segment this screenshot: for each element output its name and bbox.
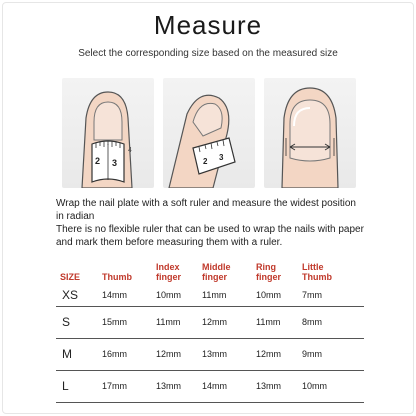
little-cell: 9mm	[302, 338, 364, 370]
table-row	[56, 370, 364, 402]
illustration-nail-width	[264, 78, 356, 188]
page-title: Measure	[153, 10, 263, 40]
column-header-thumb: Thumb	[102, 272, 132, 282]
middle-cell: 11mm	[202, 284, 256, 306]
table-header-row	[56, 258, 364, 284]
ruler-number: 2	[203, 157, 208, 166]
illustration-ruler-wrap-nail	[62, 78, 154, 188]
table-row	[56, 306, 364, 338]
thumb-cell: 14mm	[102, 284, 156, 306]
size-cell: XS	[56, 284, 102, 306]
nail-width-arrow-icon	[264, 78, 356, 188]
ring-cell: 10mm	[256, 284, 302, 306]
little-cell: 10mm	[302, 370, 364, 402]
ruler-number: 2	[95, 156, 101, 166]
finger-ruler-icon	[62, 78, 154, 188]
index-cell: 13mm	[156, 370, 202, 402]
instructions	[56, 197, 366, 249]
size-cell: S	[56, 306, 102, 338]
middle-cell: 12mm	[202, 306, 256, 338]
column-header-little: Little Thumb	[302, 262, 332, 282]
index-cell: 12mm	[156, 338, 202, 370]
index-cell: 10mm	[156, 284, 202, 306]
instruction-line: Wrap the nail plate with a soft ruler and measure the widest position in radian	[56, 198, 356, 222]
index-cell: 11mm	[156, 306, 202, 338]
finger-ruler-icon	[163, 78, 255, 188]
column-header-ring: Ring finger	[256, 262, 282, 282]
column-header-size: SIZE	[60, 272, 81, 282]
table-row	[56, 338, 364, 370]
middle-cell: 13mm	[202, 338, 256, 370]
ring-cell: 11mm	[256, 306, 302, 338]
column-header-middle: Middle finger	[202, 262, 231, 282]
page-subtitle: Select the corresponding size based on the measured size	[78, 48, 338, 59]
thumb-cell: 16mm	[102, 338, 156, 370]
thumb-cell: 15mm	[102, 306, 156, 338]
ring-cell: 12mm	[256, 338, 302, 370]
ruler-number: 3	[219, 153, 224, 162]
little-cell: 7mm	[302, 284, 364, 306]
column-header-index: Index finger	[156, 262, 182, 282]
size-cell: M	[56, 338, 102, 370]
size-table	[56, 258, 364, 403]
thumb-cell: 17mm	[102, 370, 156, 402]
ruler-number: 4	[128, 147, 132, 154]
size-cell: L	[56, 370, 102, 402]
illustration-ruler-wrap-finger	[163, 78, 255, 188]
ring-cell: 13mm	[256, 370, 302, 402]
middle-cell: 14mm	[202, 370, 256, 402]
instruction-line: There is no flexible ruler that can be used to wrap the nails with paper and mark them before measuring them with a ruler.	[56, 224, 364, 248]
table-row	[56, 284, 364, 306]
little-cell: 8mm	[302, 306, 364, 338]
ruler-number: 3	[112, 158, 118, 168]
